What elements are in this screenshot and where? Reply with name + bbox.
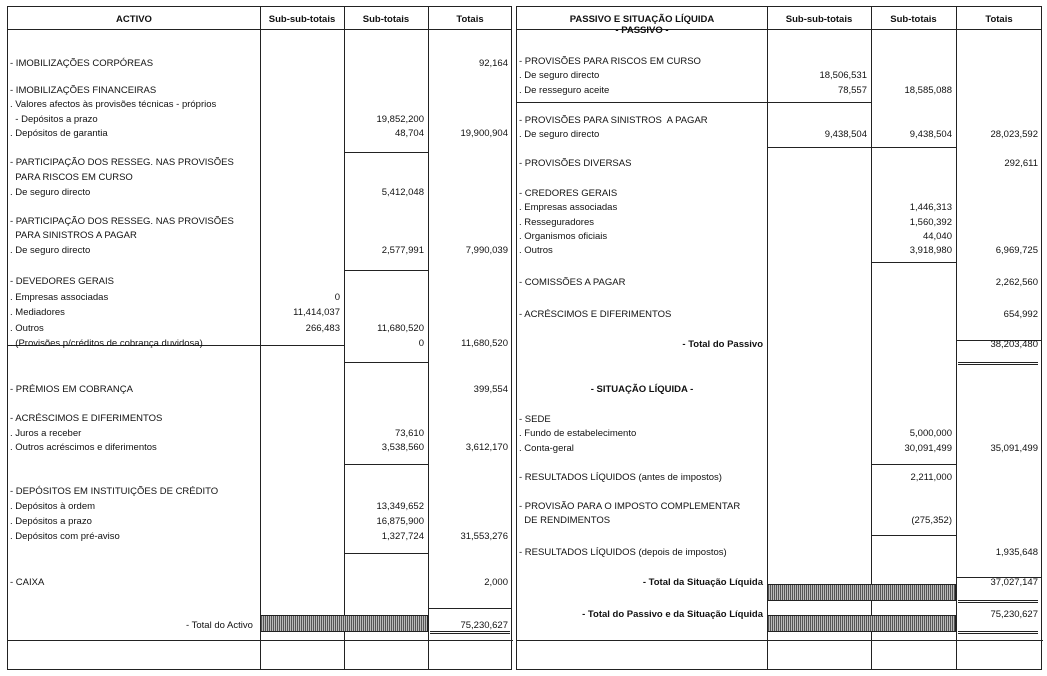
row-label: - RESULTADOS LÍQUIDOS (antes de impostos) — [519, 472, 722, 483]
total-value: 292,611 — [1004, 158, 1038, 169]
total-row-label: - Total do Passivo — [682, 339, 763, 350]
sub-total-value: 16,875,900 — [376, 516, 424, 527]
row-label: . Outros — [10, 323, 44, 334]
total-value: 28,023,592 — [990, 129, 1038, 140]
sub-total-value: 30,091,499 — [904, 443, 952, 454]
row-label: - IMOBILIZAÇÕES FINANCEIRAS — [10, 85, 157, 96]
subtotal-rule — [260, 345, 344, 346]
row-label: . Depósitos a prazo — [10, 516, 92, 527]
passivo-panel — [516, 6, 1042, 670]
row-label: - PROVISÕES PARA RISCOS EM CURSO — [519, 56, 701, 67]
sub-sub-totais-header: Sub-sub-totais — [268, 14, 336, 25]
row-label: DE RENDIMENTOS — [519, 515, 611, 526]
sub-sub-total-value: 78,557 — [837, 85, 867, 96]
sub-total-value: 48,704 — [394, 128, 424, 139]
total-value: 38,203,480 — [990, 339, 1038, 350]
total-value: 1,935,648 — [995, 547, 1038, 558]
row-label: - DEVEDORES GERAIS — [10, 276, 114, 287]
column-divider — [871, 7, 872, 669]
total-value: 7,990,039 — [465, 245, 508, 256]
column-divider — [260, 7, 261, 669]
subtotal-rule — [517, 102, 767, 103]
sub-total-value: 11,680,520 — [377, 323, 424, 334]
row-label: - CAIXA — [10, 577, 45, 588]
subtotal-rule — [344, 553, 428, 554]
totais-header: Totais — [456, 14, 484, 25]
row-label: . Empresas associadas — [519, 202, 618, 213]
row-label: - PROVISÃO PARA O IMPOSTO COMPLEMENTAR — [519, 501, 741, 512]
total-activo-label: - Total do Activo — [186, 620, 253, 631]
total-value: 92,164 — [478, 58, 508, 69]
subtotal-rule — [344, 152, 428, 153]
row-label: PARA SINISTROS A PAGAR — [10, 230, 137, 241]
row-label: . Juros a receber — [10, 428, 82, 439]
passivo-header: PASSIVO E SITUAÇÃO LÍQUIDA — [569, 14, 715, 25]
double-underline — [958, 362, 1038, 365]
row-label: . De resseguro aceite — [519, 85, 610, 96]
sub-total-value: 44,040 — [922, 231, 952, 242]
sub-sub-total-value: 9,438,504 — [824, 129, 867, 140]
row-label: . Organismos oficiais — [519, 231, 608, 242]
row-label: - DEPÓSITOS EM INSTITUIÇÕES DE CRÉDITO — [10, 486, 219, 497]
sub-total-value: 3,538,560 — [381, 442, 424, 453]
sub-sub-totais-header: Sub-sub-totais — [785, 14, 853, 25]
sub-total-value: 13,349,652 — [376, 501, 424, 512]
sub-total-value: 2,211,000 — [910, 472, 952, 483]
total-value: 75,230,627 — [990, 609, 1038, 620]
total-value: 6,969,725 — [995, 245, 1038, 256]
row-label: - ACRÉSCIMOS E DIFERIMENTOS — [519, 309, 672, 320]
sub-total-value: 73,610 — [394, 428, 424, 439]
row-label: . Outros acréscimos e diferimentos — [10, 442, 157, 453]
section-heading: - PASSIVO - — [615, 25, 669, 36]
total-row-label: - Total do Passivo e da Situação Líquida — [582, 609, 763, 620]
subtotal-rule — [871, 535, 956, 536]
sub-totais-header: Sub-totais — [362, 14, 410, 25]
row-label: . Valores afectos às provisões técnicas - próprios — [10, 99, 217, 110]
activo-panel — [7, 6, 512, 670]
subtotal-rule — [344, 270, 428, 271]
sub-sub-total-value: 11,414,037 — [293, 307, 340, 318]
row-label: - PRÉMIOS EM COBRANÇA — [10, 384, 133, 395]
column-divider — [767, 7, 768, 669]
sub-total-value: 1,446,313 — [909, 202, 952, 213]
shaded-cell — [767, 615, 956, 632]
row-label: - PARTICIPAÇÃO DOS RESSEG. NAS PROVISÕES — [10, 157, 234, 168]
total-row-label: - Total da Situação Líquida — [642, 577, 763, 588]
subtotal-rule — [767, 147, 956, 148]
total-activo-value: 75,230,627 — [460, 620, 508, 631]
sub-total-value: (275,352) — [911, 515, 952, 526]
total-value: 37,027,147 — [990, 577, 1038, 588]
total-value: 2,000 — [484, 577, 508, 588]
double-underline — [958, 600, 1038, 603]
double-underline — [958, 631, 1038, 634]
row-label: - SEDE — [519, 414, 551, 425]
row-label: - ACRÉSCIMOS E DIFERIMENTOS — [10, 413, 163, 424]
row-label: . (Provisões p/créditos de cobrança duvidosa) — [10, 338, 203, 349]
sub-total-value: 3,918,980 — [909, 245, 952, 256]
sub-total-value: 18,585,088 — [904, 85, 952, 96]
total-value: 35,091,499 — [990, 443, 1038, 454]
row-label: - COMISSÕES A PAGAR — [519, 277, 626, 288]
row-label: . Fundo de estabelecimento — [519, 428, 637, 439]
double-underline — [430, 631, 510, 634]
bottom-rule — [517, 640, 1043, 641]
total-value: 2,262,560 — [995, 277, 1038, 288]
subtotal-rule — [344, 464, 428, 465]
sub-total-value: 19,852,200 — [376, 114, 424, 125]
total-value: 31,553,276 — [460, 531, 508, 542]
total-value: 3,612,170 — [465, 442, 508, 453]
subtotal-rule — [344, 362, 428, 363]
total-value: 11,680,520 — [461, 338, 508, 349]
row-label: . De seguro directo — [10, 245, 91, 256]
row-label: - PROVISÕES DIVERSAS — [519, 158, 632, 169]
total-value: 654,992 — [1003, 309, 1038, 320]
row-label: . De seguro directo — [519, 129, 600, 140]
sub-total-value: 2,577,991 — [381, 245, 424, 256]
row-label: . Depósitos de garantia — [10, 128, 108, 139]
row-label: . Resseguradores — [519, 217, 594, 228]
sub-sub-total-value: 18,506,531 — [819, 70, 867, 81]
sub-total-value: 1,560,392 — [909, 217, 952, 228]
section-heading: - SITUAÇÃO LÍQUIDA - — [590, 384, 694, 395]
activo-header: ACTIVO — [116, 14, 152, 25]
row-label: . Mediadores — [10, 307, 65, 318]
row-label: . De seguro directo — [10, 187, 91, 198]
row-label: - RESULTADOS LÍQUIDOS (depois de impostos) — [519, 547, 727, 558]
row-label: . Conta-geral — [519, 443, 574, 454]
shaded-cell — [260, 615, 428, 632]
sub-sub-total-value: 0 — [334, 292, 340, 303]
subtotal-rule — [767, 102, 871, 103]
row-label: - PROVISÕES PARA SINISTROS A PAGAR — [519, 115, 708, 126]
total-value: 19,900,904 — [460, 128, 508, 139]
row-label: PARA RISCOS EM CURSO — [10, 172, 133, 183]
total-value: 399,554 — [473, 384, 508, 395]
subtotal-rule — [871, 262, 956, 263]
total-rule — [428, 608, 512, 609]
sub-total-value: 1,327,724 — [381, 531, 424, 542]
bottom-rule — [8, 640, 513, 641]
row-label: . Outros — [519, 245, 553, 256]
column-divider — [956, 7, 957, 669]
totais-header: Totais — [985, 14, 1013, 25]
row-label: . Depósitos com pré-aviso — [10, 531, 120, 542]
sub-totais-header: Sub-totais — [890, 14, 937, 25]
row-label: . Depósitos à ordem — [10, 501, 96, 512]
row-label: - PARTICIPAÇÃO DOS RESSEG. NAS PROVISÕES — [10, 216, 234, 227]
sub-total-value: 5,000,000 — [909, 428, 952, 439]
row-label: . De seguro directo — [519, 70, 600, 81]
sub-total-value: 5,412,048 — [381, 187, 424, 198]
sub-total-value: 9,438,504 — [909, 129, 952, 140]
sub-sub-total-value: 266,483 — [305, 323, 340, 334]
shaded-cell — [767, 584, 956, 601]
subtotal-rule — [871, 464, 956, 465]
row-label: . Empresas associadas — [10, 292, 109, 303]
row-label: - Depósitos a prazo — [10, 114, 98, 125]
row-label: - CREDORES GERAIS — [519, 188, 618, 199]
row-label: - IMOBILIZAÇÕES CORPÓREAS — [10, 58, 154, 69]
sub-total-value: 0 — [418, 338, 424, 349]
